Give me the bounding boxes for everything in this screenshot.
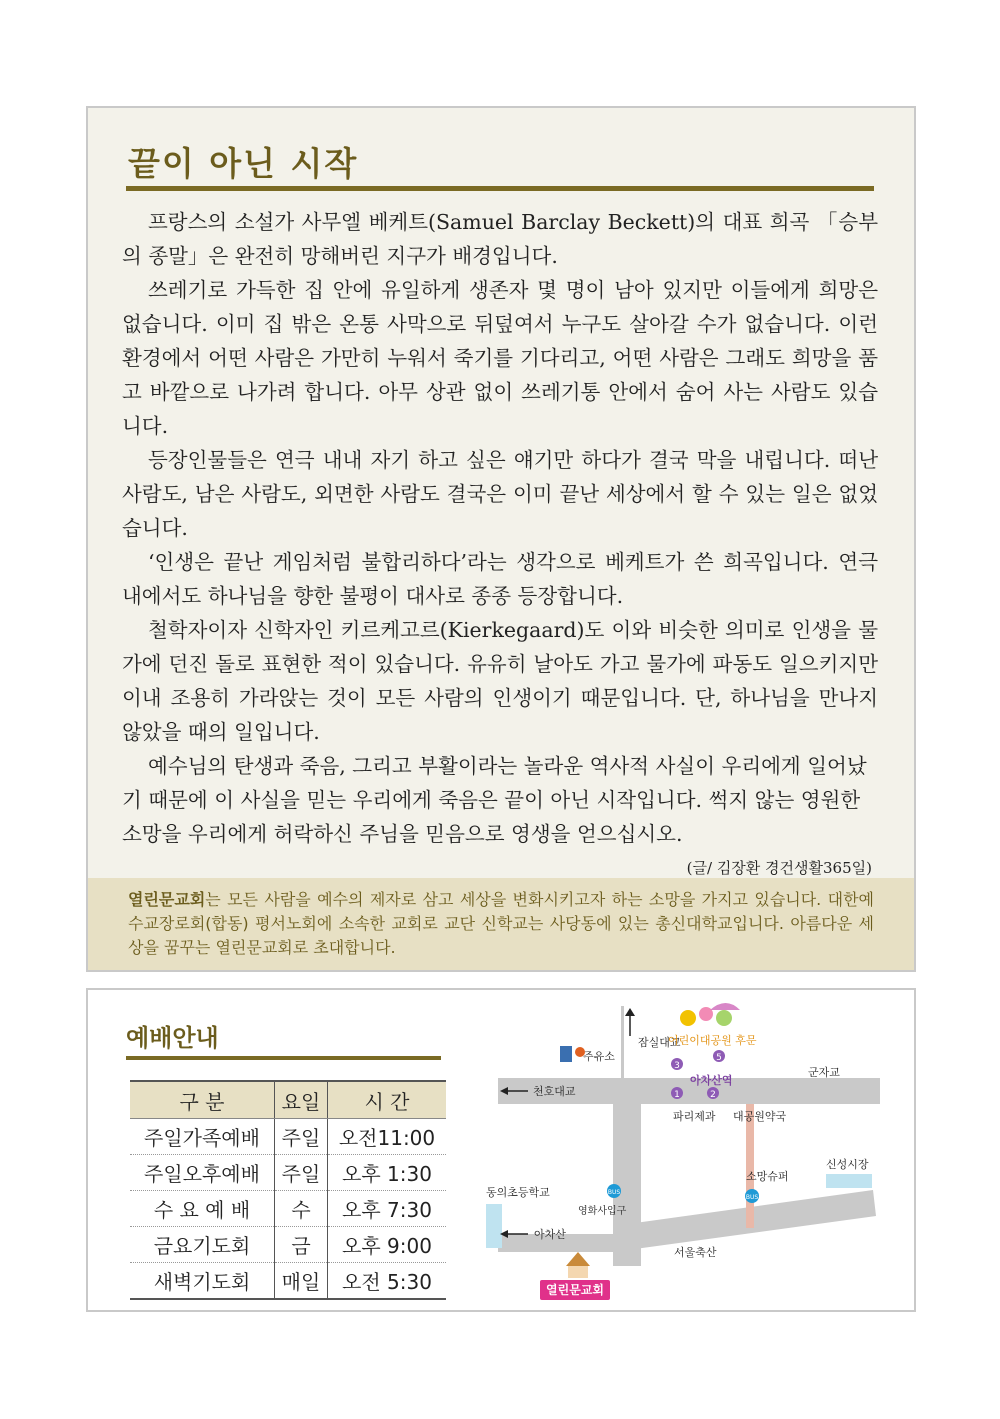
service-time: 오전 5:30 [328,1263,447,1300]
paragraph: 프랑스의 소설가 사무엘 베케트(Samuel Barclay Beckett)의 대표 희곡 「승부의 종말」은 완전히 망해버린 지구가 배경입니다. [122,210,878,268]
label-singseong: 신성시장 [826,1158,869,1171]
label-dongui: 동의초등학교 [486,1186,550,1199]
label-seoul-meat: 서울축산 [674,1246,717,1259]
singseong-market-block [826,1174,872,1188]
service-name: 주일오후예배 [130,1155,275,1191]
label-achasan-station: 아차산역 [690,1074,733,1087]
service-time: 오후 9:00 [328,1227,447,1263]
title-divider [126,186,874,191]
paragraph: ‘인생은 끝난 게임처럼 불합리하다’라는 생각으로 베케트가 쓴 희곡입니다. 연극 내에서도 하나님을 향한 불평이 대사로 종종 등장합니다. [122,550,878,608]
article-title: 끝이 아닌 시작 [128,144,359,183]
church-intro [88,878,914,970]
service-time: 오전11:00 [328,1119,447,1155]
exit-2-label: 1 [674,1090,680,1100]
header-category: 구 분 [130,1081,275,1119]
service-name: 새벽기도회 [130,1263,275,1300]
header-time: 시 간 [328,1081,447,1119]
table-row [130,1227,446,1263]
paragraph-text: 예수님의 탄생과 죽음, 그리고 부활이라는 놀라운 역사적 사실이 우리에게 일어났기 때문에 이 사실을 믿는 우리에게 죽음은 끝이 아닌 시작입니다. 썩지 않는 영원한 소망을 우리에게 허락하신 주님을 믿음으로 영생을 얻으십시오. [122,754,867,846]
bus-label: BUS [607,1189,621,1196]
article-box [86,106,916,972]
worship-divider [126,1056,441,1060]
label-gunja: 군자교 [808,1066,840,1079]
label-gas: 주유소 [583,1050,615,1063]
park-flower-icon [680,1010,696,1026]
park-tree-icon [716,1010,732,1026]
table-row [130,1263,446,1300]
exit-3-label: 3 [674,1061,680,1071]
table-row [130,1155,446,1191]
gas-station-icon [560,1046,572,1062]
exit-1-label: 2 [710,1090,716,1100]
dongui-school-block [486,1204,502,1248]
label-somang: 소망슈퍼 [746,1170,789,1183]
article-body [122,205,878,885]
paragraph-last [122,749,878,877]
paragraph: 쓰레기로 가득한 집 안에 유일하게 생존자 몇 명이 남아 있지만 이들에게 희망은 없습니다. 이미 집 밖은 온통 사막으로 뒤덮여서 누구도 살아갈 수가 없습니다. 이런 환경에서 어떤 사람은 가만히 누워서 죽기를 기다리고, 어떤 사람은 그래도 희망을 품고 바깥으로 나가려 합니다. 아무 상관 없이 쓰레기통 안에서 숨어 사는 사람도 있습니다. [122,278,878,438]
header-day: 요일 [275,1081,328,1119]
label-daegong: 대공원약국 [733,1110,787,1123]
exit-5-label: 5 [716,1053,722,1063]
park-umbrella-icon [710,1003,740,1010]
label-achasan: 아차산 [534,1228,566,1241]
label-cheonho: 천호대교 [533,1085,576,1098]
service-name: 주일가족예배 [130,1119,275,1155]
service-time: 오후 1:30 [328,1155,447,1191]
bus-label: BUS [745,1194,759,1201]
label-jamsil: 잠실대교 [638,1036,681,1049]
table-row [130,1191,446,1227]
service-day: 매일 [275,1263,328,1300]
church-intro-text: 는 모든 사람을 예수의 제자로 삼고 세상을 변화시키고자 하는 소망을 가지고 있습니다. 대한예수교장로회(합동) 평서노회에 소속한 교회로 교단 신학교는 사당동에 있는 총신대학교입니다. 아름다운 세상을 꿈꾸는 열린문교회로 초대합니다. [128,890,874,957]
church-location-map [478,996,888,1306]
label-paris: 파리제과 [673,1110,716,1123]
worship-table [130,1080,446,1300]
service-time: 오후 7:30 [328,1191,447,1227]
label-park: 어린이대공원 후문 [668,1034,757,1047]
paragraph: 철학자이자 신학자인 키르케고르(Kierkegaard)도 이와 비슷한 의미로 인생을 물가에 던진 돌로 표현한 적이 있습니다. 유유히 날아도 가고 물가에 파동도 일으키지만 이내 조용히 가라앉는 것이 모든 사람의 인생이기 때문입니다. 단, 하나님을 만나지 않았을 때의 일입니다. [122,618,878,744]
label-younghwa: 영화사입구 [578,1206,627,1217]
road-jamsil [621,1006,624,1078]
service-name: 금요기도회 [130,1227,275,1263]
service-name: 수 요 예 배 [130,1191,275,1227]
worship-box [86,988,916,1312]
church-wall-icon [568,1266,588,1278]
article-source: (글/ 김장환 경건생활365일) [686,859,872,877]
table-header-row [130,1081,446,1119]
table-row [130,1119,446,1155]
paragraph: 등장인물들은 연극 내내 자기 하고 싶은 얘기만 하다가 결국 막을 내립니다. 떠난 사람도, 남은 사람도, 외면한 사람도 결국은 이미 끝난 세상에서 할 수 있는 일은 없었습니다. [122,448,878,540]
road-achasan [613,1190,876,1252]
church-map-label: 열린문교회 [546,1283,604,1297]
service-day: 주일 [275,1119,328,1155]
park-flower-icon [699,1007,713,1021]
church-building-icon [566,1252,590,1266]
service-day: 주일 [275,1155,328,1191]
service-day: 금 [275,1227,328,1263]
service-day: 수 [275,1191,328,1227]
church-name: 열린문교회 [128,890,206,909]
worship-title: 예배안내 [126,1024,219,1052]
